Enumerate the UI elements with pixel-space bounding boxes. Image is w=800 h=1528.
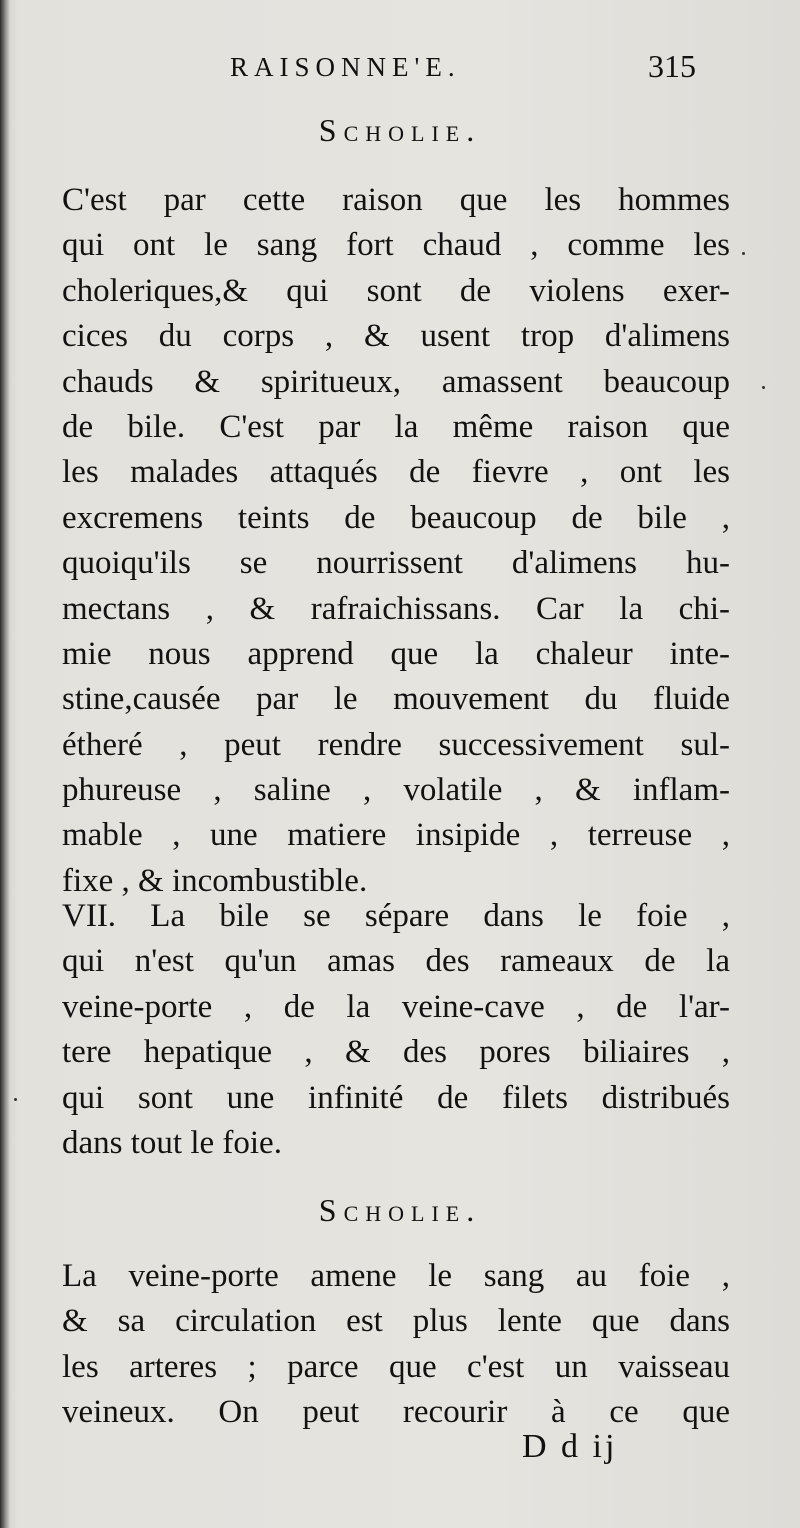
text-line: stine,causée par le mouvement du fluide <box>62 681 730 718</box>
text-line: excremens teints de beaucoup de bile , <box>62 499 730 536</box>
text-line: qui ont le sang fort chaud , comme les <box>62 227 730 264</box>
text-line: étheré , peut rendre successivement sul- <box>62 726 730 763</box>
ink-speck <box>14 1098 17 1101</box>
section-heading-1: Scholie. <box>318 112 482 148</box>
text-line: tere hepatique , & des pores biliaires , <box>62 1034 730 1071</box>
section-heading-2: Scholie. <box>318 1192 482 1228</box>
paragraph-scholie-2 <box>62 1254 730 1436</box>
text-line: veine-porte , de la veine-cave , de l'ar- <box>62 988 730 1025</box>
paragraph-article-vii <box>62 894 730 1166</box>
ink-speck <box>742 252 745 255</box>
ink-speck <box>762 386 765 389</box>
text-line: mie nous apprend que la chaleur inte- <box>62 635 730 672</box>
text-line: les arteres ; parce que c'est un vaisseau <box>62 1348 730 1385</box>
text-line: de bile. C'est par la même raison que <box>62 408 730 445</box>
page-number: 315 <box>648 48 696 84</box>
text-line: qui n'est qu'un amas des rameaux de la <box>62 943 730 980</box>
text-line: C'est par cette raison que les hommes <box>62 182 730 218</box>
text-line: fixe , & incombustible. <box>62 862 368 899</box>
text-line: chauds & spiritueux, amassent beaucoup <box>62 363 730 400</box>
text-line: choleriques,& qui sont de violens exer- <box>62 272 730 309</box>
text-line: & sa circulation est plus lente que dans <box>62 1303 730 1340</box>
text-line: VII. La bile se sépare dans le foie , <box>62 898 730 934</box>
binding-shadow <box>0 0 10 1528</box>
text-line: les malades attaqués de fievre , ont les <box>62 454 730 491</box>
text-line: phureuse , saline , volatile , & inflam- <box>62 772 730 809</box>
text-line: veineux. On peut recourir à ce que <box>62 1394 730 1431</box>
text-line: dans tout le foie. <box>62 1124 282 1161</box>
paragraph-scholie-1 <box>62 178 730 904</box>
text-line: cices du corps , & usent trop d'alimens <box>62 318 730 355</box>
text-line: qui sont une infinité de filets distribués <box>62 1079 730 1116</box>
text-line: mable , une matiere insipide , terreuse , <box>62 817 730 854</box>
text-line: quoiqu'ils se nourrissent d'alimens hu- <box>62 545 730 582</box>
text-line: mectans , & rafraichissans. Car la chi- <box>62 590 730 627</box>
page-header <box>0 48 800 96</box>
running-head: RAISONNE'E. <box>230 52 461 82</box>
catchword: D d ij <box>522 1428 618 1465</box>
text-line: La veine-porte amene le sang au foie , <box>62 1258 730 1294</box>
